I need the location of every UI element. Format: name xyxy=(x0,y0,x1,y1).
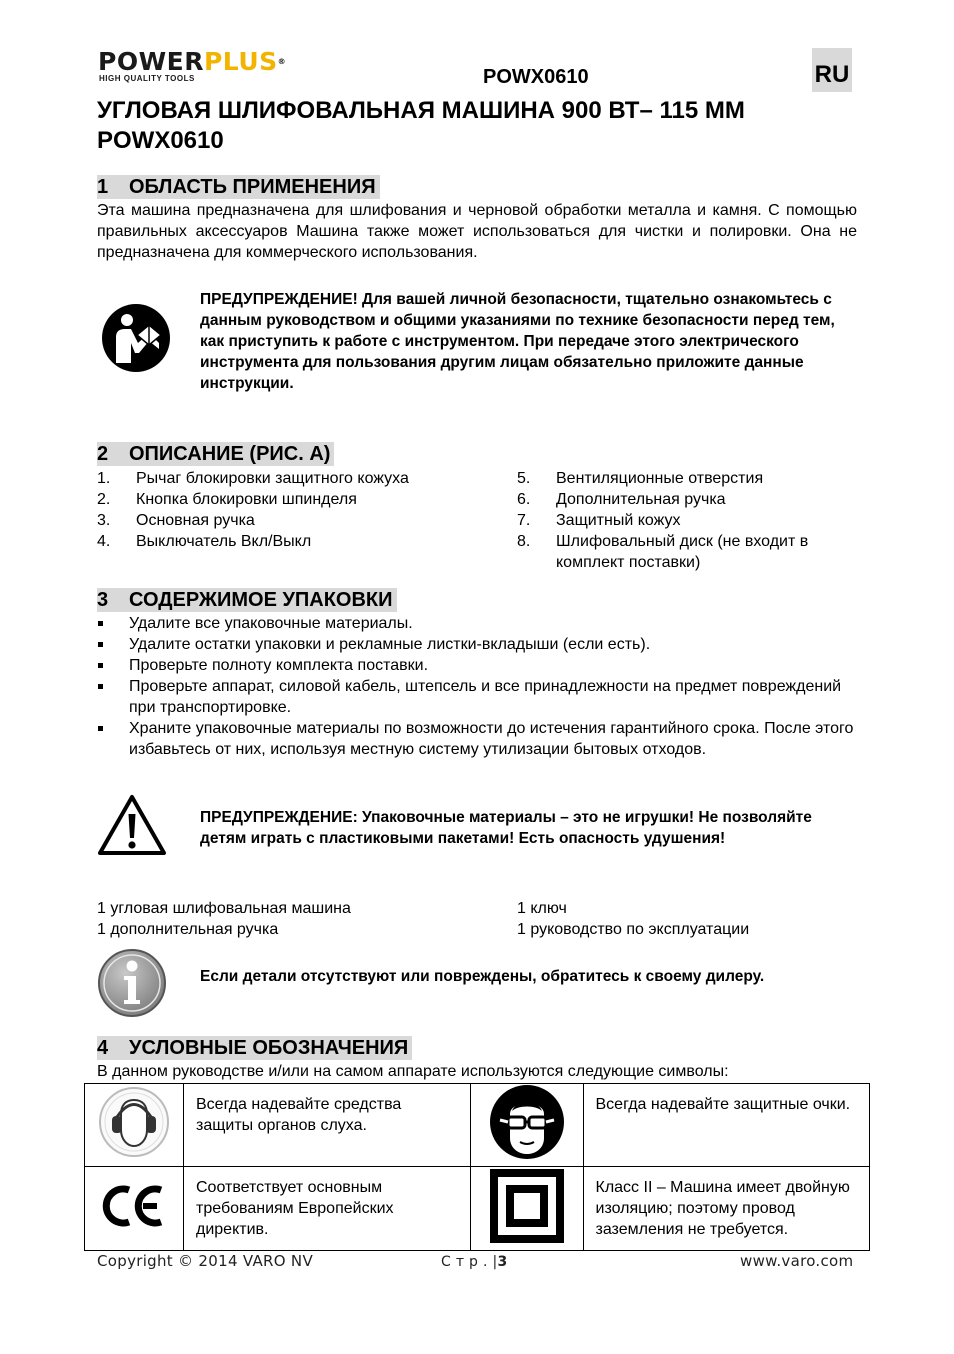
info-icon xyxy=(97,948,167,1018)
brand-logo: POWERPLUS® xyxy=(98,47,287,76)
language-badge: RU xyxy=(812,48,852,92)
list-item: 4. Выключатель Вкл/Выкл xyxy=(97,533,312,550)
safety-goggles-icon xyxy=(488,1084,566,1160)
table-row xyxy=(85,1167,870,1251)
symbols-table xyxy=(84,1083,870,1251)
class-ii-insulation-icon xyxy=(490,1169,564,1243)
list-item: Проверьте аппарат, силовой кабель, штепсель и все принадлежности на предмет повреждений при транспортировке. xyxy=(97,676,857,718)
footer-copyright: Copyright © 2014 VARO NV xyxy=(97,1252,314,1270)
package-item: 1 угловая шлифовальная машина xyxy=(97,900,351,917)
read-manual-icon xyxy=(101,303,171,373)
ear-protection-icon xyxy=(98,1086,170,1158)
section-3-warning: ПРЕДУПРЕЖДЕНИЕ: Упаковочные материалы – это не игрушки! Не позволяйте детям играть с пластиковыми пакетами! Есть опасность удушения! xyxy=(200,809,812,847)
table-cell-text: Класс II – Машина имеет двойную изоляцию; поэтому провод заземления не требуется. xyxy=(583,1167,870,1251)
table-cell-icon xyxy=(85,1084,184,1167)
title-line-1: УГЛОВАЯ ШЛИФОВАЛЬНАЯ МАШИНА 900 ВТ– 115 ММ xyxy=(97,97,745,124)
list-item: 8. Шлифовальный диск (не входит в комплект поставки) xyxy=(517,533,809,571)
list-item: Удалите остатки упаковки и рекламные листки-вкладыши (если есть). xyxy=(97,634,857,655)
package-contents-left xyxy=(97,898,477,940)
packaging-bullets xyxy=(97,613,857,760)
package-item: 1 руководство по эксплуатации xyxy=(517,921,750,938)
info-text: Если детали отсутствуют или повреждены, обратитесь к своему дилеру. xyxy=(200,968,765,985)
section-1-text: Эта машина предназначена для шлифования и черновой обработки металла и камня. С помощью правильных аксессуаров Машина также может использоваться для чистки и полировки. Она не предназначена для коммерческого использования. xyxy=(97,202,857,261)
list-item: Проверьте полноту комплекта поставки. xyxy=(97,655,857,676)
table-row xyxy=(85,1084,870,1167)
page-title xyxy=(97,96,867,156)
table-cell-text: Всегда надевайте защитные очки. xyxy=(583,1084,870,1167)
section-1-heading: 1 ОБЛАСТЬ ПРИМЕНЕНИЯ xyxy=(97,175,380,199)
section-4-heading: 4 УСЛОВНЫЕ ОБОЗНАЧЕНИЯ xyxy=(97,1036,412,1060)
table-cell-icon xyxy=(470,1167,583,1251)
list-item: 5. Вентиляционные отверстия xyxy=(517,470,764,487)
list-item: 1. Рычаг блокировки защитного кожуха xyxy=(97,470,409,487)
list-item: 6. Дополнительная ручка xyxy=(517,491,726,508)
package-item: 1 дополнительная ручка xyxy=(97,921,279,938)
table-cell-text: Соответствует основным требованиям Европейских директив. xyxy=(184,1167,471,1251)
footer-page: С т р . |3 xyxy=(441,1254,508,1270)
section-3-heading: 3 СОДЕРЖИМОЕ УПАКОВКИ xyxy=(97,588,397,612)
table-cell-icon xyxy=(85,1167,184,1251)
package-item: 1 ключ xyxy=(517,900,567,917)
brand-tagline: HIGH QUALITY TOOLS xyxy=(99,74,195,83)
table-cell-icon xyxy=(470,1084,583,1167)
header-model: POWX0610 xyxy=(483,66,589,88)
list-item: 7. Защитный кожух xyxy=(517,512,681,529)
warning-triangle-icon xyxy=(97,794,167,856)
footer-website[interactable]: www.varo.com xyxy=(740,1252,854,1270)
section-1-warning: ПРЕДУПРЕЖДЕНИЕ! Для вашей личной безопасности, тщательно ознакомьтесь с данным руководством и общими указаниями по технике безопасности перед тем, как приступить к работе с инструментом. При передаче этого электрического инструмента для пользования другим лицам обязательно приложите данные инструкции. xyxy=(200,291,835,392)
title-line-2: POWX0610 xyxy=(97,127,224,154)
list-item: 2. Кнопка блокировки шпинделя xyxy=(97,491,357,508)
section-2-heading: 2 ОПИСАНИЕ (РИС. А) xyxy=(97,442,334,466)
list-item: Удалите все упаковочные материалы. xyxy=(97,613,857,634)
table-cell-text: Всегда надевайте средства защиты органов слуха. xyxy=(184,1084,471,1167)
list-item: 3. Основная ручка xyxy=(97,512,255,529)
ce-mark-icon xyxy=(101,1184,167,1228)
description-list-left xyxy=(97,468,417,552)
description-list-right xyxy=(517,468,857,573)
list-item: Храните упаковочные материалы по возможности до истечения гарантийного срока. После этого избавьтесь от них, используя местную систему утилизации бытовых отходов. xyxy=(97,718,857,760)
section-4-intro: В данном руководстве и/или на самом аппарате используются следующие символы: xyxy=(97,1063,729,1080)
package-contents-right xyxy=(517,898,857,940)
